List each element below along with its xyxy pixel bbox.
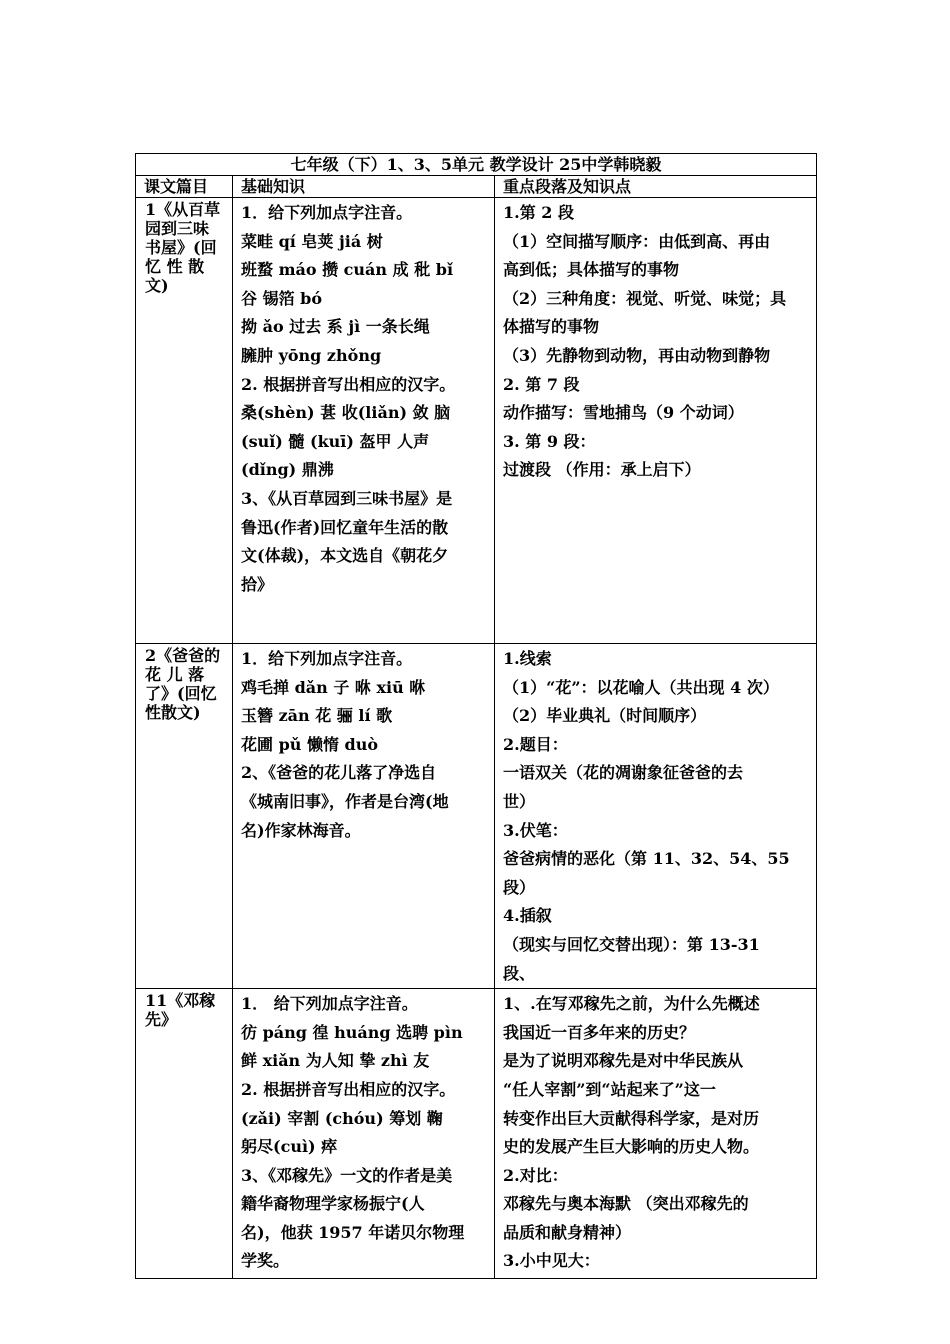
- points-line: （1）空间描写顺序：由低到高、再由: [503, 231, 771, 251]
- points-line: 史的发展产生巨大影响的历史人物。: [503, 1137, 760, 1157]
- points-line: 一语双关（花的凋谢象征爸爸的去: [503, 763, 744, 783]
- points-line: 动作描写：雪地捕鸟（9 个动词）: [503, 403, 744, 423]
- header-row: [136, 176, 817, 198]
- basics-line: 拗 ǎo 过去 系 jì 一条长绳: [241, 317, 430, 337]
- lesson-line: 1《从百草: [145, 200, 221, 219]
- lesson-line: 忆 性 散: [145, 257, 205, 276]
- title-row: [136, 154, 817, 176]
- basics-line: (zǎi) 宰割 (chóu) 筹划 鞠: [241, 1108, 443, 1128]
- points-line: 2. 第 7 段: [503, 374, 580, 394]
- points-line: 3.小中见大：: [503, 1251, 600, 1271]
- points-cell: [495, 989, 817, 1279]
- lesson-line: 2《爸爸的: [145, 646, 221, 665]
- points-line: 过渡段 （作用：承上启下）: [503, 460, 701, 480]
- lesson-cell: [136, 644, 233, 989]
- points-line: 爸爸病情的恶化（第 11、32、54、55: [503, 849, 790, 869]
- points-line: 1.第 2 段: [503, 203, 574, 222]
- basics-line: 文(体裁)，本文选自《朝花夕: [241, 546, 449, 566]
- lesson-line: 花 儿 落: [145, 665, 205, 684]
- points-line: 2.题目：: [503, 734, 568, 754]
- points-line: 高到低；具体描写的事物: [503, 260, 680, 280]
- points-line: 品质和献身精神）: [503, 1222, 632, 1242]
- basics-line: 2、《爸爸的花儿落了净选自: [241, 763, 437, 783]
- lesson-line: 了》(回忆: [145, 684, 217, 703]
- basics-line: 鸡毛掸 dǎn 子 咻 xiū 咻: [241, 677, 426, 697]
- basics-line: 鲜 xiǎn 为人知 挚 zhì 友: [241, 1051, 430, 1071]
- points-line: “任人宰割”到“站起来了”这一: [503, 1079, 716, 1099]
- points-line: 转变作出巨大贡献得科学家，是对历: [503, 1108, 760, 1128]
- basics-line: 拾》: [241, 574, 274, 594]
- basics-line: 《城南旧事》，作者是台湾(地: [241, 791, 449, 811]
- points-line: 3.伏笔：: [503, 820, 568, 840]
- basics-cell: [233, 644, 495, 989]
- lesson-table: [135, 153, 817, 1279]
- basics-cell: [233, 989, 495, 1279]
- basics-line: 学奖。: [241, 1251, 290, 1271]
- points-line: 体描写的事物: [503, 317, 600, 337]
- basics-line: 1． 给下列加点字注音。: [241, 994, 418, 1014]
- header-basics: 基础知识: [233, 176, 495, 198]
- basics-line: 班蝥 máo 攒 cuán 成 秕 bǐ: [241, 260, 454, 280]
- points-line: 邓稼先与奥本海默 （突出邓稼先的: [503, 1194, 749, 1214]
- header-points: 重点段落及知识点: [495, 176, 817, 198]
- points-line: 4.插叙: [503, 906, 552, 926]
- points-line: 2.对比：: [503, 1165, 568, 1185]
- points-line: （3）先静物到动物，再由动物到静物: [503, 345, 771, 365]
- lesson-line: 园到三味: [145, 219, 210, 238]
- points-line: 3. 第 9 段：: [503, 431, 596, 451]
- doc-title: 七年级（下）1、3、5单元 教学设计 25中学韩晓毅: [136, 154, 817, 176]
- points-line: （2）三种角度：视觉、听觉、味觉；具: [503, 288, 787, 308]
- table-row: [136, 989, 817, 1279]
- basics-line: 菜畦 qí 皂荚 jiá 树: [241, 231, 383, 251]
- basics-line: 花圃 pǔ 懒惰 duò: [241, 734, 379, 754]
- lesson-cell: [136, 198, 233, 644]
- points-line: 1.线索: [503, 649, 552, 668]
- table-row: [136, 644, 817, 989]
- table-row: [136, 198, 817, 644]
- points-cell: [495, 198, 817, 644]
- lesson-line: 书屋》(回: [145, 238, 217, 257]
- lesson-line: 性散文): [145, 703, 201, 722]
- basics-line: 臃肿 yōng zhǒng: [241, 345, 382, 365]
- points-line: 我国近一百多年来的历史？: [503, 1022, 696, 1042]
- basics-line: 名)，他获 1957 年诺贝尔物理: [241, 1222, 465, 1242]
- points-line: 段、: [503, 963, 536, 983]
- basics-line: (dǐng) 鼎沸: [241, 460, 334, 480]
- basics-cell: [233, 198, 495, 644]
- basics-line: 3、《邓稼先》一文的作者是美: [241, 1165, 453, 1185]
- basics-line: 名)作家林海音。: [241, 820, 361, 840]
- basics-line: 2. 根据拼音写出相应的汉字。: [241, 1079, 456, 1099]
- lesson-cell: [136, 989, 233, 1279]
- basics-line: 1．给下列加点字注音。: [241, 203, 413, 222]
- basics-line: 鲁迅(作者)回忆童年生活的散: [241, 517, 449, 537]
- points-line: 1、.在写邓稼先之前，为什么先概述: [503, 994, 760, 1014]
- lesson-line: 11《邓稼: [145, 991, 216, 1011]
- points-line: （2）毕业典礼（时间顺序）: [503, 706, 707, 726]
- header-lesson: 课文篇目: [136, 176, 233, 198]
- basics-line: 3、《从百草园到三味书屋》是: [241, 488, 453, 508]
- lesson-line: 文): [145, 276, 169, 295]
- basics-line: 躬尽(cuì) 瘁: [241, 1137, 338, 1157]
- basics-line: 2. 根据拼音写出相应的汉字。: [241, 374, 456, 394]
- points-cell: [495, 644, 817, 989]
- points-line: （1）“花”：以花喻人（共出现 4 次）: [503, 677, 779, 697]
- lesson-line: 先》: [145, 1010, 178, 1030]
- basics-line: 玉簪 zān 花 骊 lí 歌: [241, 706, 393, 726]
- basics-line: 桑(shèn) 葚 收(liǎn) 敛 脑: [241, 403, 451, 423]
- basics-line: 彷 páng 徨 huáng 选聘 pìn: [241, 1022, 463, 1042]
- basics-line: (suǐ) 髓 (kuī) 盔甲 人声: [241, 431, 430, 451]
- basics-line: 谷 锡箔 bó: [241, 288, 323, 308]
- points-line: 世）: [503, 791, 536, 811]
- basics-line: 籍华裔物理学家杨振宁(人: [241, 1194, 425, 1214]
- points-line: （现实与回忆交替出现）：第 13-31: [503, 934, 760, 954]
- points-line: 是为了说明邓稼先是对中华民族从: [503, 1051, 744, 1071]
- points-line: 段）: [503, 877, 536, 897]
- basics-line: 1．给下列加点字注音。: [241, 649, 413, 668]
